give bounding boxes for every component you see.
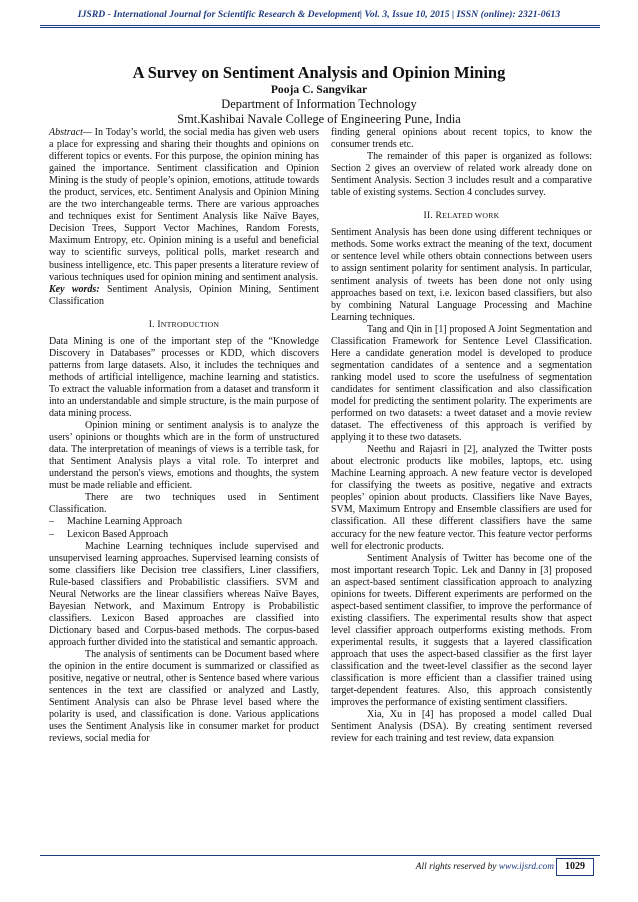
intro-paragraph-1: Data Mining is one of the important step of the “Knowledge Discovery in Databases” processes or KDD, which discovers patterns from large datasets. Also, it includes the techniques and methods of artificial intelligence, machine learning and statistics. To extract the valuable information from a dataset and transform it into an understandable and simple structure, is the main purpose of data mining process. (49, 335, 319, 420)
intro-paragraph-5: The analysis of sentiments can be Document based where the opinion in the entire document is summarized or classified as positive, negative or neutral, other is Sentence based where various sentences in the text are classified or analyzed and Lastly, Sentiment Analysis can also be Phrase level based where the polarity is used, and classification is done. Various applications uses the Sentiment Analysis like in consumer market for product reviews, social media for (49, 648, 319, 745)
related-paragraph-5: Xia, Xu in [4] has proposed a model called Dual Sentiment Analysis (DSA). By creating sentiment reversed review for each training and test review, data expansion (331, 709, 592, 745)
section-heading-introduction (49, 319, 319, 331)
keywords-text: Sentiment Analysis, Opinion Mining, Sentiment Classification (49, 283, 319, 307)
header-rule-thin (40, 27, 600, 28)
related-paragraph-1: Sentiment Analysis has been done using different techniques or methods. Some works extract the meaning of the text, document or sentence level while others obtain connections between users to assign sentiment polarity for sentiment analysis. In particular, sentiment analysis of tweets has been done not only using approaches based on text, i.e. lexicon based classifiers, but also by combining Natural Language Processing and Machine Learning techniques. (331, 227, 592, 323)
footer-text (416, 862, 554, 872)
list-item (49, 529, 319, 541)
footer-rights: All rights reserved by (415, 862, 499, 872)
bullet-dash: – (49, 516, 54, 528)
abstract (49, 127, 319, 284)
section-number: I. (148, 318, 155, 330)
abstract-label: Abstract— (49, 127, 92, 138)
footer-rule (40, 855, 600, 856)
list-item-text: Machine Learning Approach (67, 516, 182, 528)
author-department: Department of Information Technology (221, 97, 417, 111)
paper-title: A Survey on Sentiment Analysis and Opinion Mining (132, 63, 506, 82)
related-paragraph-2: Tang and Qin in [1] proposed A Joint Segmentation and Classification Framework for Sentence Level Classification. Here a candidate generation model is developed to produce segmentation candidates of a sentence and a segmentation ranking model used to score the usefulness of segmentation candidates for sentiment classification and also classification model for predicting the sentiment polarity. The experiments are performed on two datasets: a tweet dataset and a movie review dataset. The effectiveness of this approach is verified by applying it to these two datasets. (331, 323, 592, 444)
intro-paragraph-2: Opinion mining or sentiment analysis is to analyze the users’ opinions or thoughts which are in the form of unstructured data. The interpretation of meanings of views is a terrible task, for that Sentiment Analysis plays a vital role. To interpret and understand the person's views, emotions and thoughts, the system must be made reliable and efficient. (49, 420, 319, 492)
journal-header: IJSRD - International Journal for Scientific Research & Development| Vol. 3, Issue 10, 2015 | ISSN (online): 2321-0613 (77, 9, 561, 20)
header-rule (40, 25, 600, 26)
section-heading-related-work (331, 210, 592, 222)
related-paragraph-3: Neethu and Rajasri in [2], analyzed the Twitter posts about electronic products like mobiles, laptops, etc. using Machine Learning approach. A new feature vector is developed for classifying the tweets as positive, negative and extracts peoples’ opinion about products. Classifiers like Nave Bayes, SVM, Maximum Entropy and Ensemble classifiers are used for classification. All these different classifiers have the same accuracy for the new feature vector. This feature vector performs well for electronic products. (331, 444, 592, 552)
list-item-text: Lexicon Based Approach (67, 528, 169, 540)
keywords-label: Key words: (49, 283, 100, 295)
related-paragraph-4: Sentiment Analysis of Twitter has become one of the most important research Topic. Lek and Danny in [3] proposed an aspect-based sentiment classification approach to analyzing opinions for tweets. Different experiments are performed on the aspect-based sentiment classifier, to improve the performance of existing classifiers. The experimental results show that aspect level classifier approach outperforms existing methods. From experimental results, it suggests that a layered classification approach that uses the aspect-based classifier as the first layer classification and the tweet-level classifier as the second layer classification is more efficient than a classifier trained using target-dependent features. Also, this approach consistently improves the performance of existing sentiment classifiers. (331, 552, 592, 709)
title-block (0, 64, 638, 127)
page-number: 1029 (556, 858, 594, 876)
list-item (49, 516, 319, 528)
intro-paragraph-4: Machine Learning techniques include supervised and unsupervised learning approaches. Supervised learning consists of some classifiers like Decision tree classifiers, Liner classifiers, Rule-based classifiers and Probabilistic classifiers. SVM and Neural Networks are the linear classifiers whereas Naïve Bayes, Bayesian Network, and Maximum Entropy is Probabilistic classifiers. Lexicon Based approaches are classified into Dictionary based and Corpus-based methods. The corpus-based approach further divided into the statistical and semantic approach. (49, 540, 319, 648)
abstract-text: In Today’s world, the social media has given web users a place for expressing and sharing their thoughts and opinions on different topics or events. For this purpose, the opinion mining has gained the importance. Sentiment classification and Opinion Mining is the study of people’s opinion, emotions, attitude towards the product, services, etc. Sentiment Analysis and Opinion Mining are the two interchangeable terms. There are various approaches and techniques exist for Sentiment Analysis like Naïve Bayes, Decision Trees, Support Vector Machines, Random Forests, Maximum Entropy, etc. Opinion mining is a useful and beneficial way to scientific surveys, political polls, market research and business intelligence, etc. This paper presents a literature review of various techniques used for opinion mining and sentiment analysis. (49, 127, 319, 283)
section-title-rest: ELATED WORK (442, 211, 500, 221)
author-name: Pooja C. Sangvikar (270, 83, 368, 96)
section-title-rest: NTRODUCTION (160, 319, 220, 329)
intro-paragraph-3: There are two techniques used in Sentiment Classification. (49, 492, 319, 516)
section-number: II. (423, 210, 433, 222)
bullet-dash: – (49, 528, 54, 540)
author-college: Smt.Kashibai Navale College of Engineering Pune, India (177, 112, 461, 126)
keywords (49, 284, 319, 308)
section-initial: R (435, 210, 443, 222)
left-column (49, 127, 319, 745)
intro-paragraph-continued: finding general opinions about recent topics, to know the consumer trends etc. (331, 127, 592, 151)
section-initial: I (157, 318, 161, 330)
organization-paragraph: The remainder of this paper is organized as follows: Section 2 gives an overview of related work already done on Sentiment Analysis. Section 3 includes result and a comparative table of existing systems. Section 4 concludes survey. (331, 151, 592, 199)
footer-link[interactable]: www.ijsrd.com (498, 862, 554, 872)
right-column (331, 127, 592, 745)
